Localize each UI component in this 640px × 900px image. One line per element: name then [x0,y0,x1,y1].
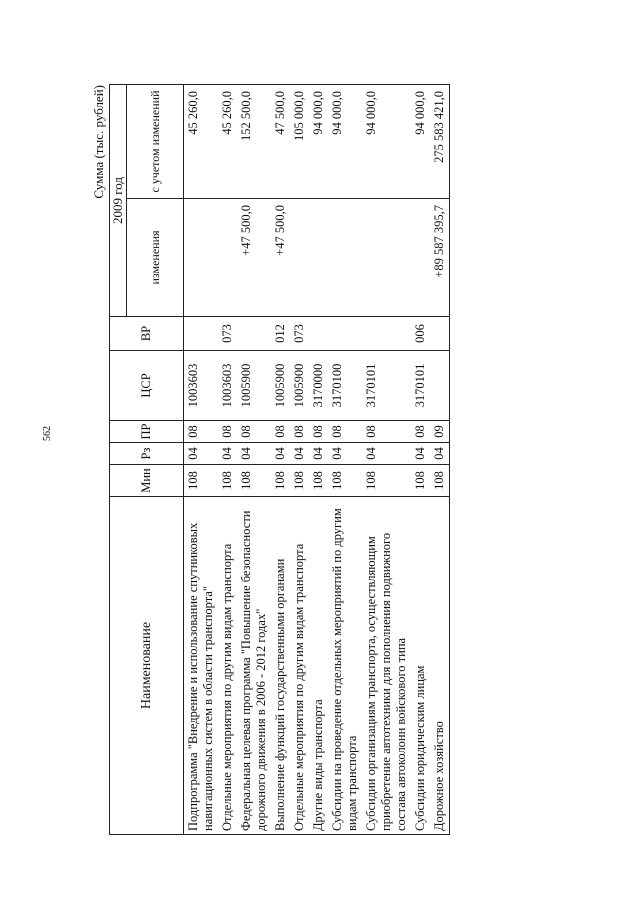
header-vr: ВР [110,317,184,351]
row-pr: 08 [218,421,237,443]
row-csr: 3170101 [362,351,411,421]
row-pr: 08 [362,421,411,443]
row-total: 275 583 421,0 [430,85,450,199]
row-changes: +47 500,0 [237,199,271,317]
row-csr: 1005900 [271,351,290,421]
row-min: 108 [328,465,362,497]
row-csr: 3170101 [411,351,430,421]
table-header [110,85,184,835]
table-row [218,85,237,835]
table-row [430,85,450,835]
row-rz: 04 [362,443,411,465]
row-total: 45 260,0 [184,85,219,199]
row-min: 108 [184,465,219,497]
table-row [328,85,362,835]
row-name: Федеральная целевая программа "Повышение безопасности дорожного движения в 2006 - 2012 годах" [237,497,271,835]
row-rz: 04 [430,443,450,465]
row-name: Субсидии организациям транспорта, осуществляющим приобретение автотехники для пополнения подвижного состава автоколонн войскового типа [362,497,411,835]
header-changes: изменения [127,199,184,317]
table-row [362,85,411,835]
table-row [237,85,271,835]
row-total: 94 000,0 [362,85,411,199]
row-changes: +89 587 395,7 [430,199,450,317]
row-name: Отдельные мероприятия по другим видам транспорта [218,497,237,835]
row-pr: 08 [271,421,290,443]
row-pr: 09 [430,421,450,443]
row-pr: 08 [237,421,271,443]
row-vr [328,317,362,351]
row-csr: 3170000 [309,351,328,421]
row-min: 108 [271,465,290,497]
row-csr [430,351,450,421]
header-csr: ЦСР [110,351,184,421]
row-pr: 08 [290,421,309,443]
row-min: 108 [237,465,271,497]
row-name: Подпрограмма "Внедрение и использование спутниковых навигационных систем в области транспорта" [184,497,219,835]
row-min: 108 [309,465,328,497]
table-row [184,85,219,835]
row-rz: 04 [271,443,290,465]
row-csr: 1005900 [237,351,271,421]
row-total: 94 000,0 [411,85,430,199]
row-total: 45 260,0 [218,85,237,199]
row-name: Субсидии юридическим лицам [411,497,430,835]
row-vr [184,317,219,351]
header-name: Наименование [110,497,184,835]
budget-table-sheet [93,85,563,835]
row-changes [184,199,219,317]
row-csr: 1003603 [184,351,219,421]
row-vr [362,317,411,351]
row-vr: 006 [411,317,430,351]
row-min: 108 [218,465,237,497]
budget-table [109,84,450,835]
row-changes: +47 500,0 [271,199,290,317]
row-name: Дорожное хозяйство [430,497,450,835]
row-rz: 04 [184,443,219,465]
row-rz: 04 [237,443,271,465]
row-changes [328,199,362,317]
row-total: 152 500,0 [237,85,271,199]
row-vr: 012 [271,317,290,351]
row-csr: 1003603 [218,351,237,421]
row-pr: 08 [328,421,362,443]
row-csr: 3170100 [328,351,362,421]
header-rz: Рз [110,443,184,465]
row-name: Выполнение функций государственными органами [271,497,290,835]
row-total: 94 000,0 [328,85,362,199]
row-changes [362,199,411,317]
row-rz: 04 [290,443,309,465]
page-number: 562 [42,426,53,441]
sum-caption: Сумма (тыс. рублей) [91,85,106,199]
row-name: Другие виды транспорта [309,497,328,835]
header-year: 2009 год [110,85,127,317]
table-row [411,85,430,835]
row-min: 108 [411,465,430,497]
header-with-changes: с учетом изменений [127,85,184,199]
row-name: Субсидии на проведение отдельных мероприятий по другим видам транспорта [328,497,362,835]
row-total: 47 500,0 [271,85,290,199]
row-name: Отдельные мероприятия по другим видам транспорта [290,497,309,835]
row-csr: 1005900 [290,351,309,421]
row-changes [290,199,309,317]
row-vr: 073 [218,317,237,351]
row-rz: 04 [218,443,237,465]
row-changes [411,199,430,317]
header-pr: ПР [110,421,184,443]
row-min: 108 [290,465,309,497]
header-min: Мин [110,465,184,497]
row-rz: 04 [309,443,328,465]
table-row [309,85,328,835]
row-changes [309,199,328,317]
row-pr: 08 [184,421,219,443]
row-rz: 04 [411,443,430,465]
row-pr: 08 [309,421,328,443]
row-min: 108 [362,465,411,497]
row-changes [218,199,237,317]
table-row [290,85,309,835]
row-min: 108 [430,465,450,497]
row-vr: 073 [290,317,309,351]
row-total: 105 000,0 [290,85,309,199]
row-total: 94 000,0 [309,85,328,199]
row-pr: 08 [411,421,430,443]
table-row [271,85,290,835]
row-vr [237,317,271,351]
row-vr [430,317,450,351]
row-vr [309,317,328,351]
row-rz: 04 [328,443,362,465]
